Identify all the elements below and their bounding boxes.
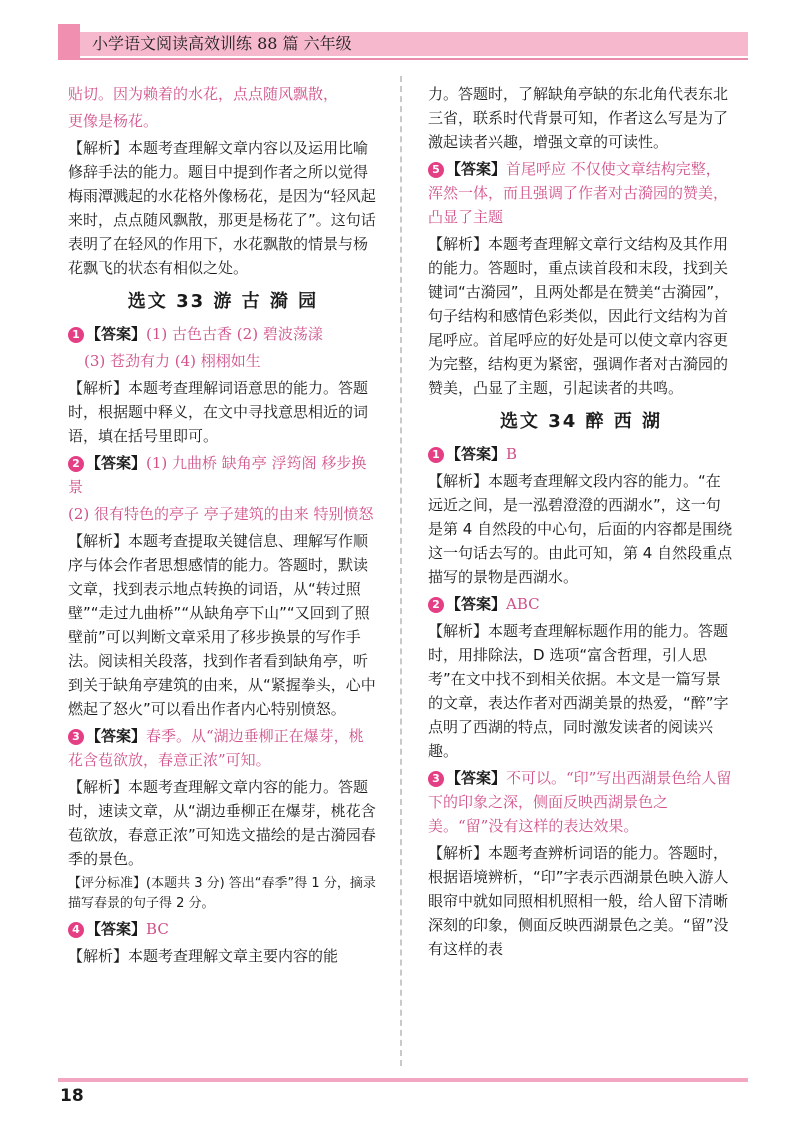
s34-q3-analysis: 【解析】本题考查辨析词语的能力。答题时，根据语境辨析，“印”字表示西湖景色映入游人眼帘中就如同照相机照相一般，给人留下清晰深刻的印象，侧面反映西湖景色之美。“留”没有这样的表 xyxy=(428,844,729,958)
answer-label: 【答案】 xyxy=(446,160,507,178)
footer-rule xyxy=(58,1078,748,1082)
q3-analysis: 【解析】本题考查理解文章内容的能力。答题时，速读文章，从“湖边垂柳正在爆芽，桃花含苞欲放，春意正浓”可知选文描绘的是古漪园春季的景色。 xyxy=(68,778,376,868)
q1-number-badge: 1 xyxy=(68,327,84,343)
q2-answer-text-2: (2) 很有特色的亭子 亭子建筑的由来 特别愤怒 xyxy=(68,505,374,523)
s34-q1-answer-text: B xyxy=(506,445,518,463)
header-tab xyxy=(58,24,80,60)
section-title-34: 选文 34 醉 西 湖 xyxy=(499,411,663,432)
q1-analysis: 【解析】本题考查理解词语意思的能力。答题时，根据题中释义，在文中寻找意思相近的词语，填在括号里即可。 xyxy=(68,379,369,445)
section-title-33: 选文 33 游 古 漪 园 xyxy=(127,291,319,312)
q2-analysis: 【解析】本题考查提取关键信息、理解写作顺序与体会作者思想感情的能力。答题时，默读文章，找到表示地点转换的词语，从“转过照壁”“走过九曲桥”“从缺角亭下山”“又回到了照壁前”可以判断文章采用了移步换景的写作手法。阅读相关段落，找到作者看到缺角亭，听到关于缺角亭建筑的由来，从“紧握拳头，心中燃起了怒火”可以看出作者内心特别愤怒。 xyxy=(68,532,376,718)
s34-q3-number-badge: 3 xyxy=(428,771,444,787)
q3-number-badge: 3 xyxy=(68,729,84,745)
s34-q1-answer xyxy=(428,442,734,466)
q5-answer-text: 首尾呼应 不仅使文章结构完整，浑然一体，而且强调了作者对古漪园的赞美，凸显了主题 xyxy=(428,160,729,226)
q3-answer xyxy=(68,724,378,772)
q1-answer-text: (1) 古色古香 (2) 碧波荡漾 xyxy=(146,325,323,343)
column-divider xyxy=(400,76,402,1066)
q4-analysis-continued: 力。答题时，了解缺角亭缺的东北角代表东北三省，联系时代背景可知，作者这么写是为了激起读者兴趣，增强文章的可读性。 xyxy=(428,85,729,151)
q1-answer xyxy=(68,322,378,346)
q5-number-badge: 5 xyxy=(428,162,444,178)
answer-label: 【答案】 xyxy=(86,454,147,472)
book-title: 小学语文阅读高效训练 88 篇 六年级 xyxy=(92,34,352,53)
page-number: 18 xyxy=(60,1086,84,1106)
answer-label: 【答案】 xyxy=(446,595,507,613)
answer-label: 【答案】 xyxy=(446,769,507,787)
q4-answer xyxy=(68,917,378,941)
q4-analysis: 【解析】本题考查理解文章主要内容的能 xyxy=(68,947,339,965)
q5-analysis: 【解析】本题考查理解文章行文结构及其作用的能力。答题时，重点读首段和末段，找到关键词“古漪园”，且两处都是在赞美“古漪园”，句子结构和感情色彩类似，因此行文结构为首尾呼应。首尾呼应的好处是可以使文章内容更为完整，结构更为紧密，强调作者对古漪园的赞美，凸显了主题，引起读者的共鸣。 xyxy=(428,235,730,397)
header-rule xyxy=(80,58,748,60)
s34-q2-number-badge: 2 xyxy=(428,597,444,613)
answer-label: 【答案】 xyxy=(446,445,507,463)
q4-answer-text: BC xyxy=(146,920,169,938)
s34-q2-analysis: 【解析】本题考查理解标题作用的能力。答题时，用排除法，D 选项“富含哲理，引人思考”在文中找不到相关依据。本文是一篇写景的文章，表达作者对西湖美景的热爱，“醉”字点明了西湖的特点，同时激发读者的阅读兴趣。 xyxy=(428,622,729,760)
analysis-paragraph: 【解析】本题考查理解文章内容以及运用比喻修辞手法的能力。题目中提到作者之所以觉得梅雨潭溅起的水花格外像杨花，是因为“轻风起来时，点点随风飘散，那更是杨花了”。这句话表明了在轻风的作用下，水花飘散的情景与杨花飘飞的状态有相似之处。 xyxy=(68,139,376,277)
s34-q2-answer xyxy=(428,592,734,616)
q3-answer-text: 春季。从“湖边垂柳正在爆芽，桃花含苞欲放，春意正浓”可知。 xyxy=(68,727,364,769)
running-header xyxy=(58,24,748,60)
q2-number-badge: 2 xyxy=(68,456,84,472)
q3-scoring: 【评分标准】(本题共 3 分) 答出“春季”得 1 分，摘录描写春景的句子得 2 分。 xyxy=(68,876,376,911)
answer-continuation-2: 更像是杨花。 xyxy=(68,112,159,130)
q2-answer-text: (1) 九曲桥 缺角亭 浮筠阁 移步换景 xyxy=(68,454,367,496)
answer-label: 【答案】 xyxy=(86,920,147,938)
answer-label: 【答案】 xyxy=(86,325,147,343)
q4-number-badge: 4 xyxy=(68,922,84,938)
right-column xyxy=(428,82,734,964)
answer-continuation: 贴切。因为赖着的水花，点点随风飘散， xyxy=(68,85,339,103)
left-column xyxy=(68,82,378,971)
answer-label: 【答案】 xyxy=(86,727,147,745)
s34-q1-number-badge: 1 xyxy=(428,447,444,463)
q5-answer xyxy=(428,157,734,229)
s34-q2-answer-text: ABC xyxy=(506,595,540,613)
q1-answer-text-2: (3) 苍劲有力 (4) 栩栩如生 xyxy=(84,352,261,370)
s34-q3-answer-text: 不可以。“印”写出西湖景色给人留下的印象之深，侧面反映西湖景色之美。“留”没有这样的表达效果。 xyxy=(428,769,732,835)
q2-answer xyxy=(68,451,378,499)
s34-q3-answer xyxy=(428,766,734,838)
s34-q1-analysis: 【解析】本题考查理解文段内容的能力。“在远近之间，是一泓碧澄澄的西湖水”，这一句是第 4 自然段的中心句，后面的内容都是围绕这一句话去写的。由此可知，第 4 自然段重点描写的景物是西湖水。 xyxy=(428,472,733,586)
